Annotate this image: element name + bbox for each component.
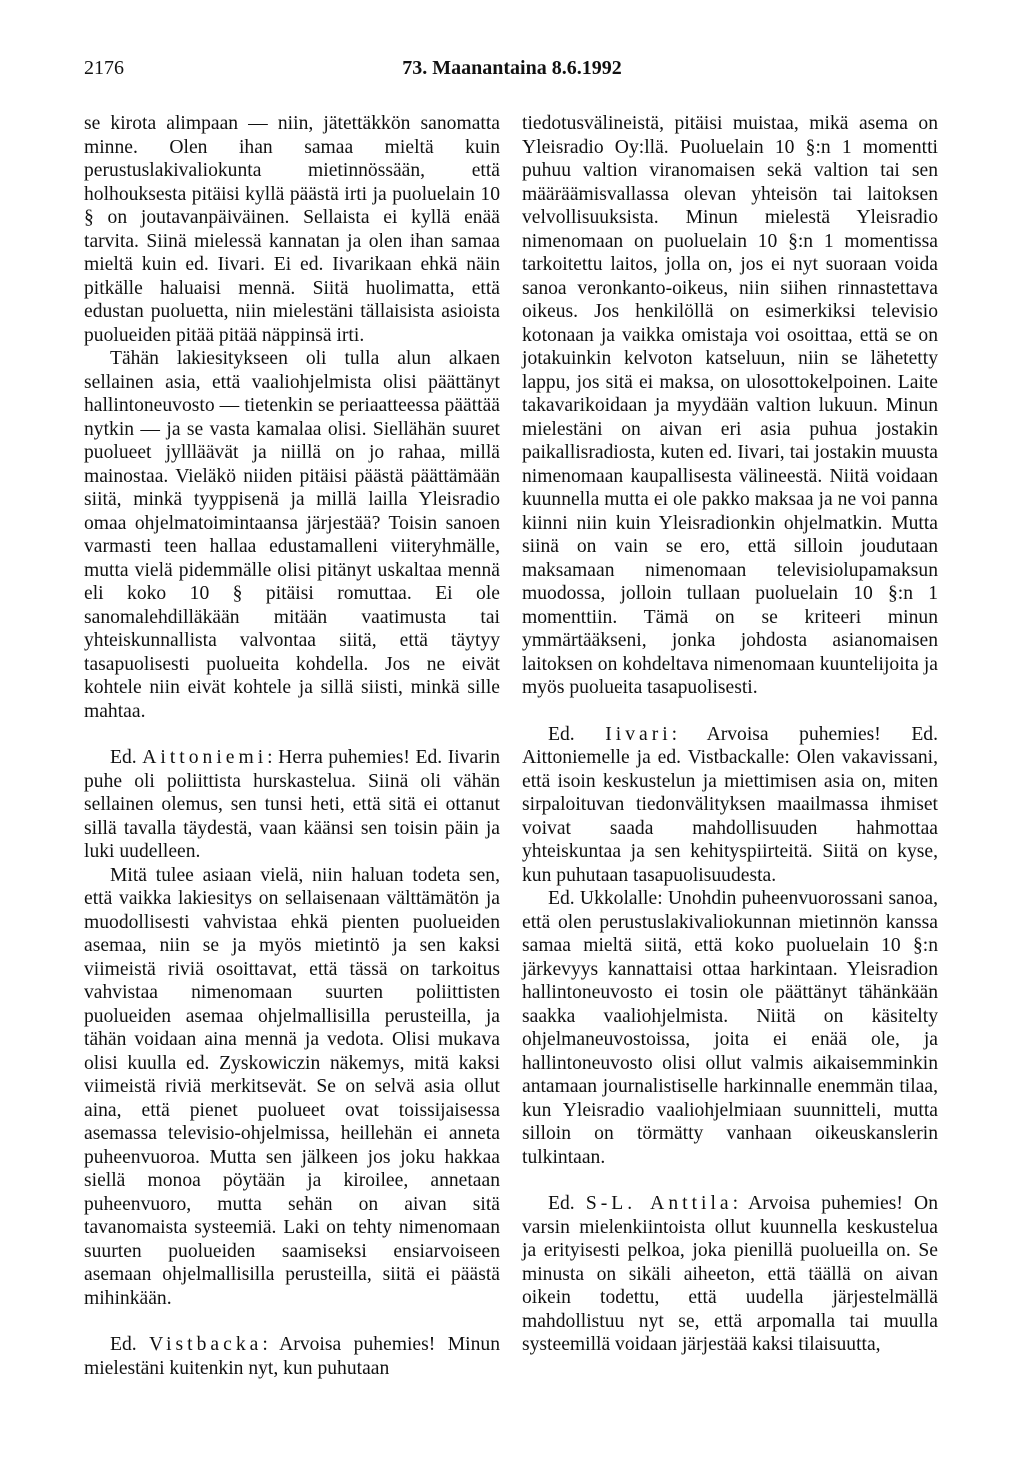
speech-text: : Arvoisa puhemies! On varsin mielenkiintoista ollut kuunnella keskustelua ja erityisesti pelkoa, joka pienillä puolueilla on. Se minusta on sikäli aiheeton, että täällä on aivan oikein todettu, että uudella järjestelmällä mahdollistuu nyt se, että arpomalla tai muulla systeemillä voidaan järjestää kaksi tilaisuutta, (522, 1193, 938, 1355)
speaker-prefix: Ed. (110, 1334, 137, 1355)
speech-iivari (522, 723, 938, 888)
speech-text: : Arvoisa puhemies! Minun mielestäni kuitenkin nyt, kun puhutaan (84, 1334, 500, 1379)
speaker-name: S-L. Anttila (585, 1193, 733, 1214)
speaker-name: Vistbacka (149, 1334, 263, 1355)
speech-aittoniemi (84, 746, 500, 864)
left-column (84, 112, 500, 1380)
speaker-prefix: Ed. (548, 723, 575, 745)
page-number: 2176 (84, 57, 124, 79)
page-header (0, 57, 1024, 87)
paragraph: se kirota alimpaan — niin, jätettäkkön sanomatta minne. Olen ihan samaa mieltä kuin perustuslakivaliokunta mietinnössään, että holhouksesta pitäisi kyllä päästä irti ja puoluelain 10 § on joutavanpäiväinen. Sellaista ei kyllä enää tarvita. Siinä mielessä kannatan ja olen ihan samaa mieltä kuin ed. Iivari. Ei ed. Iivarikaan ehkä näin pitkälle haluaisi mennä. Siitä huolimatta, että edustan puoluetta, niin mielestäni tällaisista asioista puolueiden pitää pitää näppinsä irti. (84, 113, 500, 346)
speaker-name: Iivari (605, 723, 672, 745)
right-column (522, 112, 938, 1357)
speech-text: : Arvoisa puhemies! Ed. Aittoniemelle ja ed. Vistbackalle: Olen vakavissani, että isoin keskustelun ja miettimisen asia on, miten sirpaloituvan tiedonvälityksen maailmassa ihmiset voivat saada mahdollisuuden hahmottaa yhteiskuntaa ja sen kehityspiirteitä. Siitä on kyse, kun puhutaan tasapuolisuudesta. (522, 723, 939, 886)
paragraph: Ed. Ukkolalle: Unohdin puheenvuorossani sanoa, että olen perustuslakivaliokunnan mietinnön kanssa samaa mieltä siitä, että koko puoluelain 10 §:n järkevyys kannattaisi ottaa harkintaan. Yleisradion hallintoneuvosto ei tosin ole päättänyt tähänkään saakka vaaliohjelmista. Niitä on käsitelty ohjelmaneuvostoissa, joita ei enää ole, ja hallintoneuvosto olisi ollut valmis aikaisemminkin antamaan journalistiselle harkinnalle enemmän tilaa, kun Yleisradio vaaliohjelmiaan suunnitteli, mutta silloin on törmätty vanhaan oikeuskanslerin tulkintaan. (522, 888, 938, 1168)
speaker-prefix: Ed. (110, 747, 137, 768)
speech-anttila (522, 1192, 938, 1357)
paragraph: Mitä tulee asiaan vielä, niin haluan todeta sen, että vaikka lakiesitys on sellaisenaan välttämätön ja muodollisesti vahvistaa ehkä pienten puolueiden asemaa, niin se ja myös mietintö ja sen kaksi viimeistä riviä osoittavat, että tässä on tarkoitus vahvistaa nimenomaan suurten poliittisten puolueiden asemaa ohjelmallisilla perusteilla, ja tähän voidaan aina mennä ja vedota. Olisi mukava olisi kuulla ed. Zyskowiczin näkemys, mitä kaksi viimeistä riviä merkitsevät. Se on selvä asia ollut aina, että pienet puolueet ovat toissijaisessa asemassa televisio-ohjelmissa, heillehän ei anneta puheenvuoroa. Mutta sen jälkeen jos joku hakkaa siellä monoa pöytään ja kiroilee, annetaan puheenvuoro, mutta sehän on aivan sitä tavanomaista systeemiä. Laki on tehty nimenomaan suurten puolueiden saamiseksi ensiarvoiseen asemaan ohjelmallisilla perusteilla, siitä ei päästä mihinkään. (84, 864, 500, 1309)
speaker-prefix: Ed. (548, 1193, 575, 1214)
paragraph: tiedotusvälineistä, pitäisi muistaa, mikä asema on Yleisradio Oy:llä. Puoluelain 10 §:n 1 momentti puhuu valtion viranomaisen sekä valtion tai sen määräämisvallassa olevan yhteisön tai laitoksen velvollisuuksista. Minun mielestä Yleisradio nimenomaan on puoluelain 10 §:n 1 momentissa tarkoitettu laitos, jolla on, jos ei nyt suoraan voida sanoa veronkanto-oikeus, niin siihen rinnastettava oikeus. Jos henkilöllä on esimerkiksi televisio kotonaan ja vaikka omistaja voi osoittaa, että se on jotakuinkin kelvoton katseluun, niin se lähetetty lappu, jos sitä ei maksa, on ulosottokelpoinen. Laite takavarikoidaan ja myydään valtion lukuun. Minun mielestäni on aivan eri asia puhua jostakin paikallisradiosta, kuten ed. Iivari, tai jostakin muusta nimenomaan kaupallisesta välineestä. Niitä voidaan kuunnella mutta ei ole pakko maksaa ja ne voi panna kiinni niin kuin Yleisradionkin ohjelmatkin. Mutta siinä on vain se ero, että silloin joudutaan maksamaan nimenomaan televisiolupamaksun muodossa, jolloin tullaan puoluelain 10 §:n 1 momenttiin. Tämä on se kriteeri minun ymmärtääkseni, jonka johdosta asianomaisen laitoksen on kohdeltava nimenomaan kuuntelijoita ja myös puolueita tasapuolisesti. (522, 113, 938, 698)
running-title: 73. Maanantaina 8.6.1992 (402, 57, 622, 79)
speech-text: : Herra puhemies! Ed. Iivarin puhe oli poliittista hurskastelua. Siinä oli vähän sellainen olemus, sen tunsi heti, että sitä ei ottanut sillä tavalla täydestä, vaan käänsi sen toisin päin ja luki uudelleen. (84, 747, 500, 862)
speech-vistbacka (84, 1333, 500, 1380)
paragraph: Tähän lakiesitykseen oli tulla alun alkaen sellainen asia, että vaaliohjelmista olisi päättänyt hallintoneuvosto — tietenkin se periaatteessa päättää nytkin — ja se vasta kamalaa olisi. Siellähän suuret puolueet jyllläävät ja niillä on jo rahaa, millä mainostaa. Vieläkö niiden pitäisi päästä päättämään siitä, minkä tyyppisenä ja millä lailla Yleisradio omaa ohjelmatoimintaansa järjestää? Toisin sanoen varmasti teen hallaa edustamalleni viiteryhmälle, mutta vielä pidemmälle olisi pitänyt uskaltaa mennä eli koko 10 § pitäisi romuttaa. Ei ole sanomalehdilläkään mitään vaatimusta tai yhteiskunnallista valvontaa siitä, että täytyy tasapuolisesti puolueita kohdella. Jos ne eivät kohtele niin eivät kohtele ja sillä siisti, minkä sille mahtaa. (84, 348, 500, 722)
speaker-name: Aittoniemi (142, 747, 268, 768)
